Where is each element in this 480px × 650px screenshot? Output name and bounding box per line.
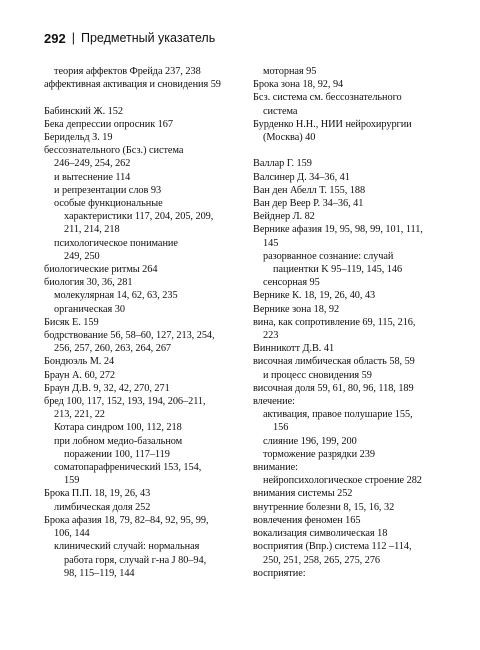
index-entry: аффективная активация и сновидения 59 [44,79,221,91]
index-subentry: теория аффектов Фрейда 237, 238 [54,66,201,77]
index-subentry: нейропсихологическое строение 282 [263,475,422,487]
index-subentry: 145 [263,237,279,249]
index-entry: Брока П.П. 18, 19, 26, 43 [44,488,151,500]
index-entry: Ван дер Веер Р. 34–36, 41 [253,198,364,210]
index-subentry: 223 [263,330,279,342]
index-entry: бодрствование 56, 58–60, 127, 213, 254, [44,330,215,342]
index-entry: Валсинер Д. 34–36, 41 [253,171,350,183]
index-entry: Винникотт Д.В. 41 [253,343,335,355]
index-entry: биология 30, 36, 281 [44,277,133,289]
index-subentry: сенсорная 95 [263,277,320,289]
index-entry: влечение: [253,396,295,408]
index-subentry: 98, 115–119, 144 [64,567,135,579]
index-entry: височная доля 59, 61, 80, 96, 118, 189 [253,382,414,394]
index-entry: вина, как сопротивление 69, 115, 216, [253,316,416,328]
index-subentry: молекулярная 14, 62, 63, 235 [54,290,178,302]
index-spacer [44,91,239,104]
index-subentry: (Москва) 40 [263,132,316,144]
index-subentry: характеристики 117, 204, 205, 209, [64,211,214,223]
index-entry: Беридельд З. 19 [44,132,113,143]
index-subentry: моторная 95 [263,66,317,77]
index-entry: Брока зона 18, 92, 94 [253,79,344,91]
index-subentry: система [263,105,298,117]
index-entry: вовлечения феномен 165 [253,514,361,526]
index-entry: восприятия (Впр.) система 112 –114, [253,541,412,553]
index-entry: Браун А. 60, 272 [44,369,116,381]
index-subentry: 211, 214, 218 [64,224,120,236]
index-subentry: слияние 196, 199, 200 [263,435,357,447]
index-subentry: особые функциональные [54,198,163,210]
index-subentry: торможение разрядки 239 [263,448,375,460]
index-subentry: 106, 144 [54,528,90,540]
index-subentry: 156 [273,422,289,434]
index-entry: Бабинский Ж. 152 [44,105,123,117]
index-subentry: лимбическая доля 252 [54,501,151,513]
index-subentry: психологическое понимание [54,237,178,249]
index-subentry: 256, 257, 260, 263, 264, 267 [54,343,172,355]
index-entry: Вернике зона 18, 92 [253,303,340,315]
index-subentry: органическая 30 [54,303,125,315]
index-entry: бессознательного (Бсз.) система [44,145,184,157]
running-header [44,30,215,46]
index-column-left [44,65,239,580]
header-separator: | [71,31,75,45]
index-subentry: клинический случай: нормальная [54,541,200,553]
index-entry: Бека депрессии опросник 167 [44,118,173,130]
header-title: Предметный указатель [80,31,216,45]
index-subentry: соматопарафренический 153, 154, [54,462,202,474]
index-entry: Вернике К. 18, 19, 26, 40, 43 [253,290,376,302]
index-subentry: и процесс сновидения 59 [263,369,372,381]
index-subentry: 159 [64,475,80,487]
index-entry: биологические ритмы 264 [44,264,158,276]
index-entry: Вернике афазия 19, 95, 98, 99, 101, 111, [253,224,423,236]
index-entry: Бисяк Е. 159 [44,316,99,328]
index-entry: Валлар Г. 159 [253,158,312,170]
index-subentry: 246–249, 254, 262 [54,158,131,170]
index-entry: височная лимбическая область 58, 59 [253,356,415,368]
index-subentry: 250, 251, 258, 265, 275, 276 [263,554,381,566]
index-subentry: при лобном медио-базальном [54,435,183,447]
index-subentry: и репрезентации слов 93 [54,184,162,196]
index-subentry: активация, правое полушарие 155, [263,409,413,421]
index-subentry: пациентки K 95–119, 145, 146 [273,264,403,276]
index-subentry: работа горя, случай г-на J 80–94, [64,554,207,566]
index-subentry: и вытеснение 114 [54,171,131,183]
index-subentry: 213, 221, 22 [54,409,105,421]
index-entry: вокализация символическая 18 [253,528,388,540]
index-subentry: разорванное сознание: случай [263,250,394,262]
index-entry: восприятие: [253,567,306,579]
index-entry: Бондюэль М. 24 [44,356,115,368]
index-entry: Ван ден Абелл Т. 155, 188 [253,184,366,196]
index-subentry: 249, 250 [64,250,100,262]
index-entry: Бурденко Н.Н., НИИ нейрохирургии [253,118,412,130]
index-entry: внимания системы 252 [253,488,353,500]
page-number: 292 [44,30,66,46]
index-subentry: поражении 100, 117–119 [64,448,170,460]
index-entry: бред 100, 117, 152, 193, 194, 206–211, [44,396,206,408]
index-spacer [253,144,453,157]
index-column-right [253,65,453,580]
index-entry: Брока афазия 18, 79, 82–84, 92, 95, 99, [44,514,209,526]
index-entry: внимание: [253,462,298,474]
index-subentry: Котара синдром 100, 112, 218 [54,422,182,434]
index-entry: Браун Д.В. 9, 32, 42, 270, 271 [44,382,170,394]
index-entry: внутренние болезни 8, 15, 16, 32 [253,501,395,513]
index-entry: Вейднер Л. 82 [253,211,315,223]
index-entry: Бсз. система см. бессознательного [253,92,402,104]
